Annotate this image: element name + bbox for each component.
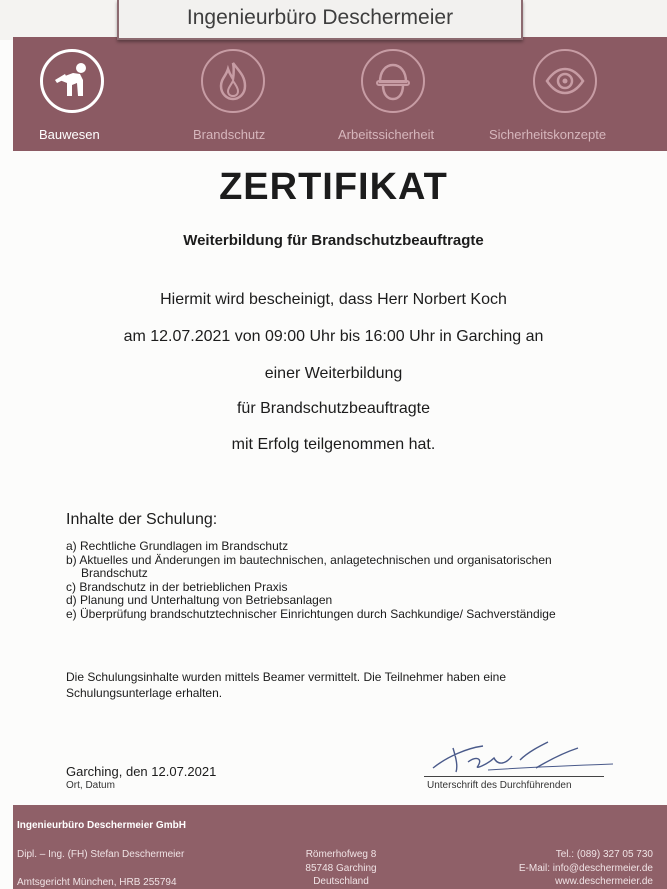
nav-label-brandschutz: Brandschutz <box>193 127 266 142</box>
hard-hat-icon <box>361 49 425 113</box>
footer-owner: Dipl. – Ing. (FH) Stefan Deschermeier <box>17 849 185 860</box>
list-item: c) Brandschutz in der betrieblichen Praxis <box>66 579 288 594</box>
list-item: e) Überprüfung brandschutztechnischer Einrichtungen durch Sachkundige/ Sachverständige <box>66 606 556 621</box>
place-date: Garching, den 12.07.2021 <box>66 764 217 779</box>
contents-heading: Inhalte der Schulung: <box>66 511 218 528</box>
signature-line <box>424 776 604 777</box>
certificate-title: ZERTIFIKAT <box>219 166 448 208</box>
list-item: Brandschutz <box>81 566 148 580</box>
footer-website[interactable]: www.deschermeier.de <box>555 876 653 887</box>
nav-label-arbeitssicherheit: Arbeitssicherheit <box>338 127 435 142</box>
footer-email[interactable]: E-Mail: info@deschermeier.de <box>518 863 653 874</box>
footer-address-line: 85748 Garching <box>305 863 377 874</box>
signature-icon <box>428 738 618 778</box>
certificate-subtitle: Weiterbildung für Brandschutzbeauftragte <box>183 232 484 249</box>
place-date-label: Ort, Datum <box>66 780 115 791</box>
flame-icon <box>201 49 265 113</box>
eye-icon <box>533 49 597 113</box>
footer-address-line: Deutschland <box>313 876 369 887</box>
brand-name: Ingenieurbüro Deschermeier <box>117 0 523 40</box>
footer-address-line: Römerhofweg 8 <box>305 849 377 860</box>
nav-label-sicherheitskonzepte: Sicherheitskonzepte <box>489 127 607 142</box>
list-item: d) Planung und Unterhaltung von Betriebsanlagen <box>66 593 333 607</box>
nav-label-bauwesen: Bauwesen <box>39 127 100 142</box>
list-item: a) Rechtliche Grundlagen im Brandschutz <box>66 539 289 553</box>
contents-list <box>66 540 646 621</box>
construction-worker-icon <box>40 49 104 113</box>
footer-company: Ingenieurbüro Deschermeier GmbH <box>17 820 186 831</box>
list-item: b) Aktuelles und Änderungen im bautechnischen, anlagetechnischen und organisatorischen <box>66 552 552 567</box>
footer <box>13 805 667 889</box>
signature-label: Unterschrift des Durchführenden <box>427 780 572 791</box>
body-line: für Brandschutzbeauftragte <box>236 400 430 417</box>
body-line: mit Erfolg teilgenommen hat. <box>231 436 436 453</box>
footer-register: Amtsgericht München, HRB 255794 <box>17 877 177 888</box>
note-line: Die Schulungsinhalte wurden mittels Beamer vermittelt. Die Teilnehmer haben eine <box>66 670 507 684</box>
header-nav <box>13 37 667 151</box>
body-line: einer Weiterbildung <box>264 365 403 382</box>
footer-phone: Tel.: (089) 327 05 730 <box>555 849 653 860</box>
body-line: Hiermit wird bescheinigt, dass Herr Norbert Koch <box>160 291 507 308</box>
body-line: am 12.07.2021 von 09:00 Uhr bis 16:00 Uhr in Garching an <box>123 328 544 345</box>
note-line: Schulungsunterlage erhalten. <box>66 686 223 700</box>
training-note <box>66 669 626 701</box>
